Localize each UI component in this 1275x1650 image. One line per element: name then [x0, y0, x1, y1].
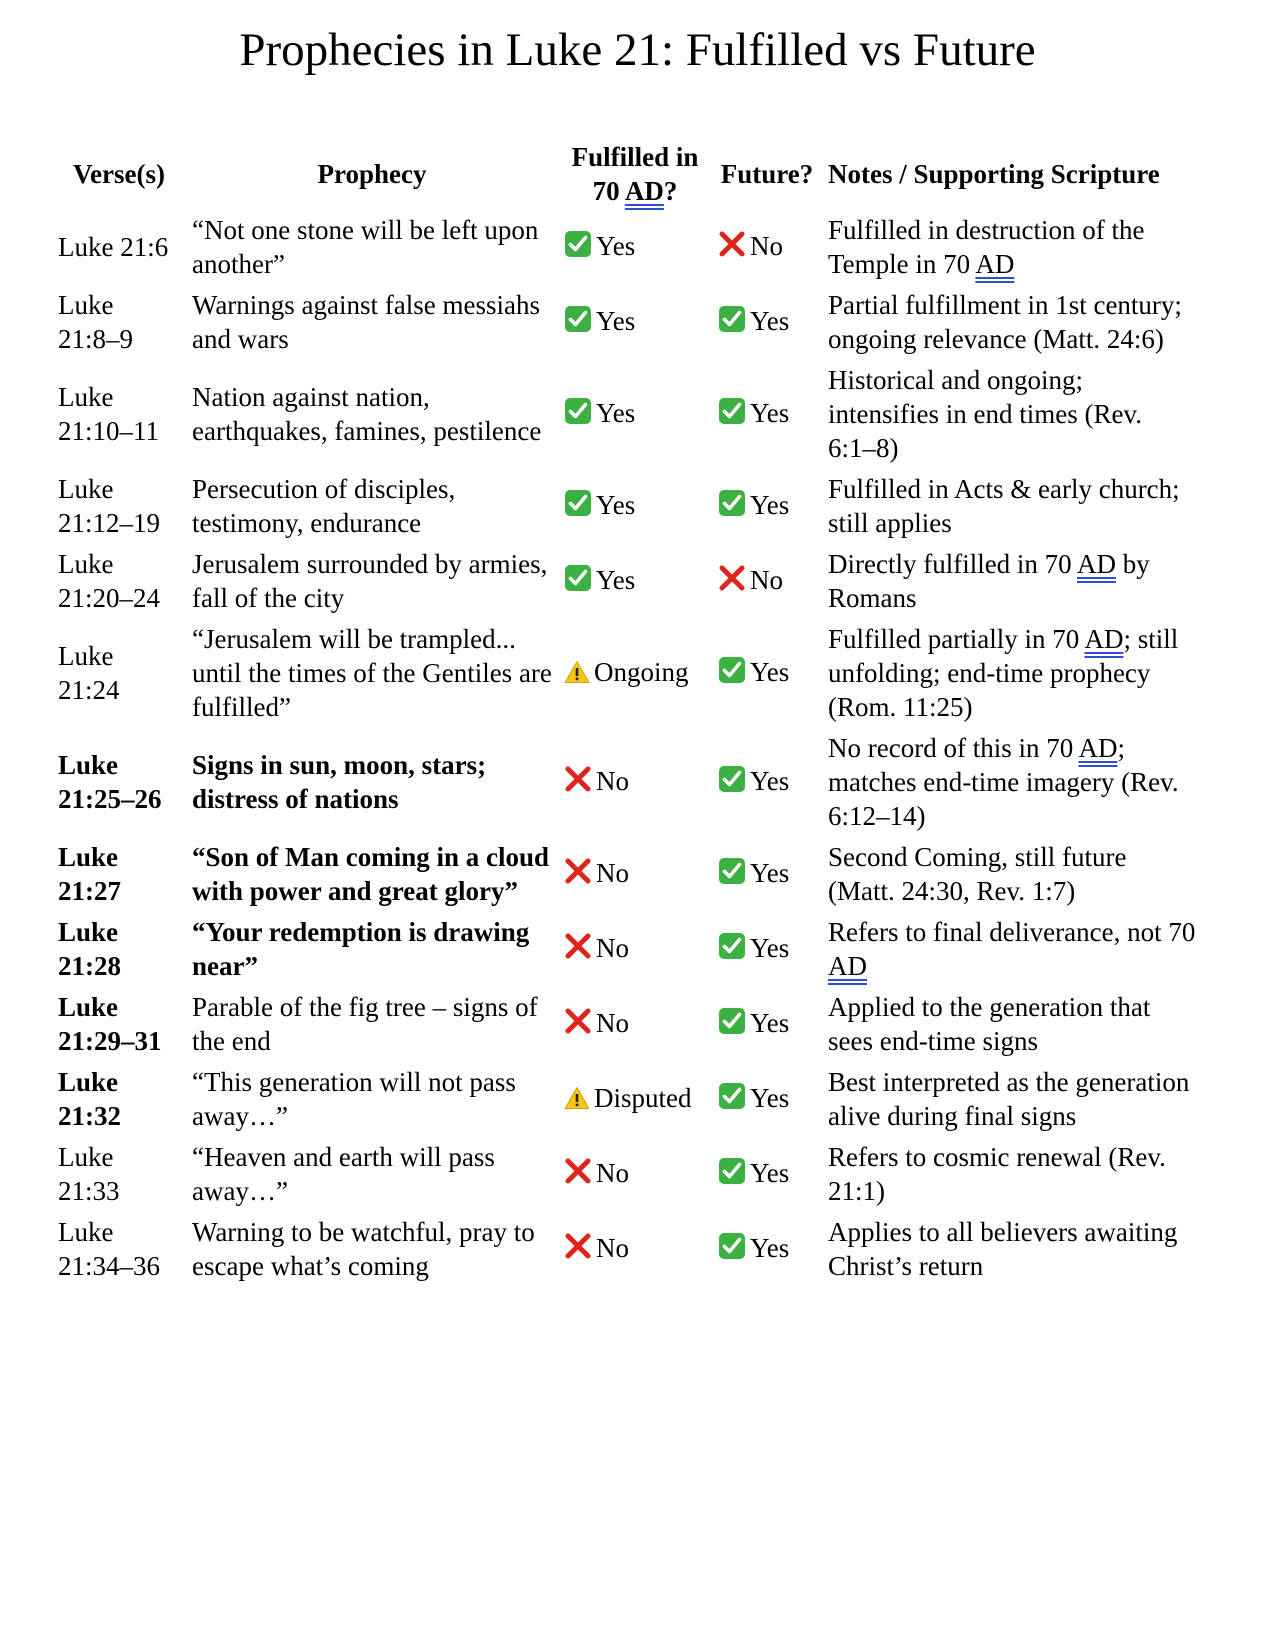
cross-icon-graphic	[564, 932, 592, 960]
table-row	[52, 362, 1202, 471]
verse-text: Luke 21:12–19	[58, 474, 161, 538]
table-row	[52, 212, 1202, 287]
verse-text: Luke 21:10–11	[58, 382, 159, 446]
cross-icon-graphic	[564, 1232, 592, 1260]
future-cell	[712, 212, 822, 287]
check-icon	[718, 489, 746, 525]
notes-cell	[822, 546, 1202, 621]
future-status: Yes	[750, 1007, 790, 1038]
prophecy-cell	[186, 1214, 558, 1289]
fulfilled-status: No	[596, 932, 629, 963]
notes-text: ; still unfolding; end-time prophecy (Rom. 11:25)	[828, 624, 1179, 722]
verse-cell	[52, 1214, 186, 1289]
future-status: Yes	[750, 1232, 790, 1263]
notes-ad-term: AD	[828, 951, 867, 981]
prophecy-text: “This generation will not pass away…”	[192, 1067, 516, 1131]
future-cell	[712, 839, 822, 914]
verse-cell	[52, 471, 186, 546]
fulfilled-cell	[558, 1214, 712, 1289]
prophecy-cell	[186, 546, 558, 621]
check-icon-graphic	[718, 1157, 746, 1185]
future-cell	[712, 287, 822, 362]
cross-icon-graphic	[718, 230, 746, 258]
notes-cell	[822, 1214, 1202, 1289]
check-icon-graphic	[718, 397, 746, 425]
prophecy-text: Parable of the fig tree – signs of the end	[192, 992, 538, 1056]
table-row	[52, 989, 1202, 1064]
table-body	[52, 212, 1202, 1289]
future-cell	[712, 471, 822, 546]
check-icon-graphic	[718, 305, 746, 333]
notes-ad-term: AD	[1076, 549, 1116, 579]
future-status: No	[750, 230, 783, 261]
check-icon	[718, 1007, 746, 1043]
notes-text: No record of this in 70	[828, 733, 1079, 763]
future-status: Yes	[750, 932, 790, 963]
table-header-row	[52, 138, 1202, 212]
fulfilled-status: Ongoing	[594, 656, 689, 687]
check-icon-graphic	[718, 932, 746, 960]
fulfilled-cell	[558, 621, 712, 730]
fulfilled-status: Disputed	[594, 1082, 692, 1113]
verse-cell	[52, 362, 186, 471]
table-row	[52, 839, 1202, 914]
fulfilled-cell	[558, 1139, 712, 1214]
prophecy-text: “Son of Man coming in a cloud with power and great glory”	[192, 842, 550, 906]
notes-cell	[822, 471, 1202, 546]
fulfilled-status: Yes	[596, 564, 636, 595]
verse-cell	[52, 621, 186, 730]
prophecy-text: Signs in sun, moon, stars; distress of nations	[192, 750, 487, 814]
header-verse: Verse(s)	[73, 159, 165, 189]
notes-ad-term: AD	[975, 249, 1015, 279]
table-row	[52, 621, 1202, 730]
notes-text: Refers to cosmic renewal (Rev. 21:1)	[828, 1142, 1166, 1206]
check-icon	[564, 230, 592, 266]
check-icon	[718, 305, 746, 341]
notes-text: Applies to all believers awaiting Christ’s return	[828, 1217, 1178, 1281]
header-fulfilled-ad: AD	[624, 176, 664, 206]
check-icon	[718, 932, 746, 968]
check-icon	[564, 489, 592, 525]
fulfilled-cell	[558, 914, 712, 989]
check-icon-graphic	[718, 857, 746, 885]
cross-icon-graphic	[564, 1007, 592, 1035]
verse-text: Luke 21:8–9	[58, 290, 134, 354]
prophecy-table	[52, 138, 1202, 1289]
fulfilled-status: Yes	[596, 305, 636, 336]
fulfilled-cell	[558, 362, 712, 471]
fulfilled-cell	[558, 1064, 712, 1139]
cross-icon	[564, 932, 592, 968]
cross-icon	[718, 230, 746, 266]
warning-icon	[564, 658, 590, 692]
notes-text: Fulfilled in Acts & early church; still applies	[828, 474, 1180, 538]
table-row	[52, 1214, 1202, 1289]
notes-cell	[822, 621, 1202, 730]
cross-icon-graphic	[564, 765, 592, 793]
table-row	[52, 1064, 1202, 1139]
check-icon-graphic	[564, 230, 592, 258]
verse-text: Luke 21:25–26	[58, 750, 162, 814]
header-notes: Notes / Supporting Scripture	[828, 159, 1160, 189]
future-status: Yes	[750, 1082, 790, 1113]
notes-text: Applied to the generation that sees end-time signs	[828, 992, 1151, 1056]
notes-cell	[822, 1139, 1202, 1214]
fulfilled-status: No	[596, 765, 629, 796]
notes-text: Directly fulfilled in 70	[828, 549, 1077, 579]
future-cell	[712, 1139, 822, 1214]
prophecy-text: Warning to be watchful, pray to escape what’s coming	[192, 1217, 535, 1281]
cross-icon	[718, 564, 746, 600]
fulfilled-status: No	[596, 1007, 629, 1038]
future-cell	[712, 546, 822, 621]
future-cell	[712, 989, 822, 1064]
future-status: Yes	[750, 1157, 790, 1188]
future-cell	[712, 621, 822, 730]
check-icon	[718, 656, 746, 692]
notes-cell	[822, 1064, 1202, 1139]
check-icon-graphic	[718, 1232, 746, 1260]
verse-text: Luke 21:6	[58, 232, 169, 262]
notes-cell	[822, 839, 1202, 914]
fulfilled-status: Yes	[596, 489, 636, 520]
cross-icon	[564, 857, 592, 893]
check-icon	[718, 1082, 746, 1118]
future-cell	[712, 1214, 822, 1289]
prophecy-text: Warnings against false messiahs and wars	[192, 290, 540, 354]
prophecy-cell	[186, 621, 558, 730]
header-future: Future?	[720, 159, 814, 189]
cross-icon	[564, 1007, 592, 1043]
future-status: Yes	[750, 765, 790, 796]
check-icon-graphic	[564, 564, 592, 592]
future-cell	[712, 1064, 822, 1139]
fulfilled-cell	[558, 287, 712, 362]
notes-text: Fulfilled partially in 70	[828, 624, 1085, 654]
verse-text: Luke 21:28	[58, 917, 121, 981]
prophecy-cell	[186, 730, 558, 839]
verse-text: Luke 21:27	[58, 842, 121, 906]
prophecy-cell	[186, 839, 558, 914]
header-fulfilled-pre: Fulfilled in 70	[571, 142, 699, 206]
verse-cell	[52, 546, 186, 621]
verse-cell	[52, 989, 186, 1064]
future-status: No	[750, 564, 783, 595]
check-icon-graphic	[718, 656, 746, 684]
notes-cell	[822, 730, 1202, 839]
verse-text: Luke 21:20–24	[58, 549, 161, 613]
notes-cell	[822, 287, 1202, 362]
fulfilled-cell	[558, 212, 712, 287]
fulfilled-status: No	[596, 857, 629, 888]
cross-icon	[564, 1157, 592, 1193]
cross-icon	[564, 765, 592, 801]
warning-icon-graphic	[564, 1086, 590, 1110]
verse-cell	[52, 914, 186, 989]
notes-ad-term: AD	[1084, 624, 1124, 654]
verse-cell	[52, 1139, 186, 1214]
fulfilled-status: No	[596, 1232, 629, 1263]
check-icon	[564, 305, 592, 341]
check-icon	[718, 397, 746, 433]
prophecy-cell	[186, 212, 558, 287]
check-icon	[564, 564, 592, 600]
table-row	[52, 1139, 1202, 1214]
notes-ad-term: AD	[1078, 733, 1118, 763]
notes-text: Historical and ongoing; intensifies in end times (Rev. 6:1–8)	[828, 365, 1142, 463]
header-fulfilled-post: ?	[663, 176, 678, 206]
verse-text: Luke 21:33	[58, 1142, 120, 1206]
notes-text: by Romans	[828, 549, 1150, 613]
prophecy-text: “Jerusalem will be trampled... until the times of the Gentiles are fulfilled”	[192, 624, 552, 722]
prophecy-cell	[186, 362, 558, 471]
future-cell	[712, 914, 822, 989]
future-status: Yes	[750, 489, 790, 520]
check-icon	[718, 1232, 746, 1268]
verse-cell	[52, 212, 186, 287]
cross-icon-graphic	[564, 857, 592, 885]
notes-text: Refers to final deliverance, not 70	[828, 917, 1196, 947]
future-cell	[712, 730, 822, 839]
check-icon-graphic	[564, 305, 592, 333]
prophecy-text: Jerusalem surrounded by armies, fall of the city	[192, 549, 548, 613]
cross-icon-graphic	[718, 564, 746, 592]
future-cell	[712, 362, 822, 471]
fulfilled-cell	[558, 546, 712, 621]
future-status: Yes	[750, 857, 790, 888]
verse-cell	[52, 287, 186, 362]
notes-text: Partial fulfillment in 1st century; ongoing relevance (Matt. 24:6)	[828, 290, 1182, 354]
table-row	[52, 471, 1202, 546]
check-icon-graphic	[564, 397, 592, 425]
notes-cell	[822, 212, 1202, 287]
fulfilled-cell	[558, 471, 712, 546]
future-status: Yes	[750, 305, 790, 336]
notes-text: Second Coming, still future (Matt. 24:30, Rev. 1:7)	[828, 842, 1127, 906]
prophecy-cell	[186, 287, 558, 362]
prophecy-cell	[186, 989, 558, 1064]
verse-text: Luke 21:24	[58, 641, 120, 705]
prophecy-text: “Your redemption is drawing near”	[192, 917, 530, 981]
fulfilled-status: Yes	[596, 230, 636, 261]
prophecy-text: “Heaven and earth will pass away…”	[192, 1142, 495, 1206]
prophecy-text: Nation against nation, earthquakes, famines, pestilence	[192, 382, 542, 446]
check-icon-graphic	[718, 1082, 746, 1110]
prophecy-text: “Not one stone will be left upon another”	[192, 215, 539, 279]
verse-cell	[52, 839, 186, 914]
fulfilled-cell	[558, 730, 712, 839]
cross-icon	[564, 1232, 592, 1268]
future-status: Yes	[750, 397, 790, 428]
check-icon-graphic	[718, 1007, 746, 1035]
fulfilled-status: Yes	[596, 397, 636, 428]
header-fulfilled	[558, 138, 712, 212]
check-icon	[564, 397, 592, 433]
check-icon-graphic	[718, 765, 746, 793]
header-prophecy: Prophecy	[317, 159, 427, 189]
prophecy-cell	[186, 1064, 558, 1139]
prophecy-cell	[186, 914, 558, 989]
verse-text: Luke 21:29–31	[58, 992, 162, 1056]
prophecy-text: Persecution of disciples, testimony, endurance	[192, 474, 456, 538]
table-row	[52, 914, 1202, 989]
verse-cell	[52, 1064, 186, 1139]
table-row	[52, 730, 1202, 839]
verse-cell	[52, 730, 186, 839]
prophecy-cell	[186, 471, 558, 546]
notes-text: Fulfilled in destruction of the Temple in 70	[828, 215, 1145, 279]
fulfilled-cell	[558, 989, 712, 1064]
prophecy-cell	[186, 1139, 558, 1214]
notes-cell	[822, 989, 1202, 1064]
notes-text: ; matches end-time imagery (Rev. 6:12–14)	[828, 733, 1179, 831]
notes-text: Best interpreted as the generation alive during final signs	[828, 1067, 1190, 1131]
fulfilled-status: No	[596, 1157, 629, 1188]
table-row	[52, 546, 1202, 621]
notes-cell	[822, 914, 1202, 989]
check-icon-graphic	[718, 489, 746, 517]
cross-icon-graphic	[564, 1157, 592, 1185]
check-icon-graphic	[564, 489, 592, 517]
future-status: Yes	[750, 656, 790, 687]
check-icon	[718, 1157, 746, 1193]
table-row	[52, 287, 1202, 362]
check-icon	[718, 857, 746, 893]
warning-icon-graphic	[564, 660, 590, 684]
check-icon	[718, 765, 746, 801]
verse-text: Luke 21:34–36	[58, 1217, 161, 1281]
warning-icon	[564, 1084, 590, 1118]
fulfilled-cell	[558, 839, 712, 914]
verse-text: Luke 21:32	[58, 1067, 121, 1131]
page-title: Prophecies in Luke 21: Fulfilled vs Future	[239, 24, 1036, 76]
notes-cell	[822, 362, 1202, 471]
